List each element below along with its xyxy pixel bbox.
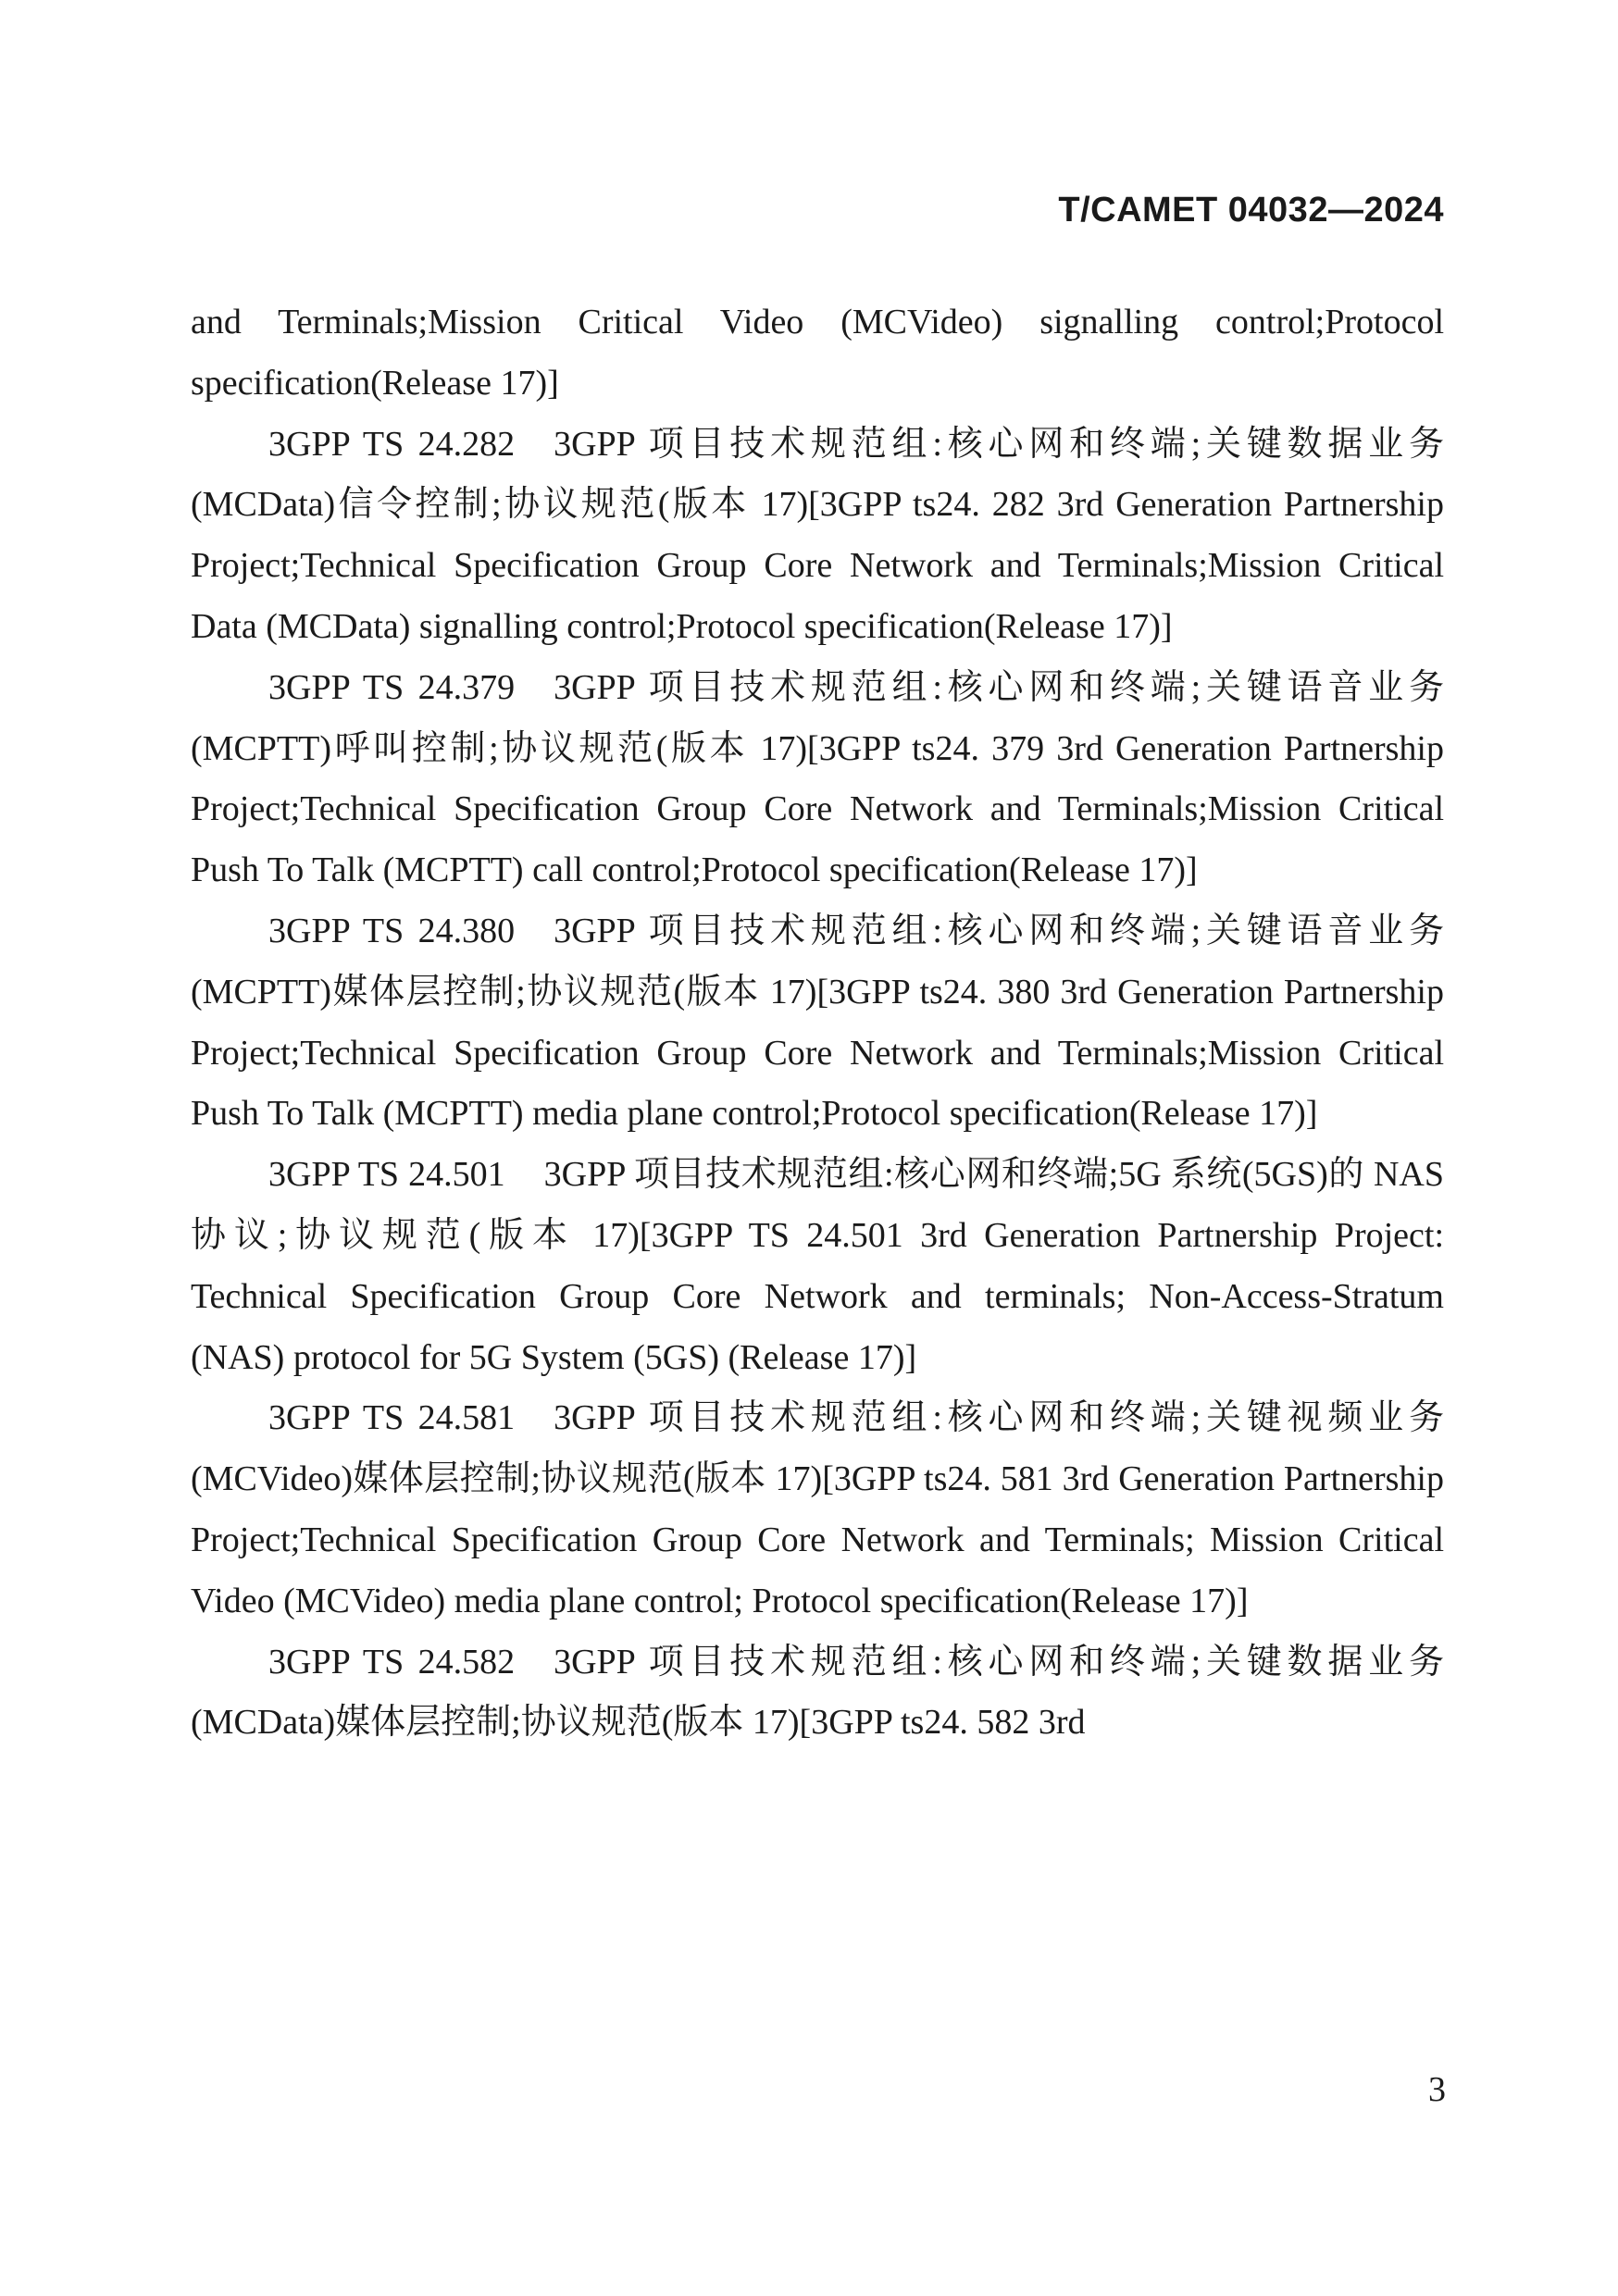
reference-number: 3GPP TS 24.379	[268, 667, 516, 707]
reference-number: 3GPP TS 24.581	[268, 1398, 516, 1438]
reference-entry-24-379	[191, 658, 1444, 901]
reference-text: 3GPP 项目技术规范组:核心网和终端;关键数据业务(MCData)媒体层控制;协议规范(版本 17)[3GPP ts24. 582 3rd	[191, 1642, 1444, 1743]
reference-text: 3GPP 项目技术规范组:核心网和终端;关键数据业务(MCData)信令控制;协议规范(版本 17)[3GPP ts24. 282 3rd Generation Partnership Project;Technical Specification Group Core Network and Terminals;Mission Critical Data (MCData) signalling control;Protocol specification(Release 17)]	[191, 424, 1444, 646]
reference-text: 3GPP 项目技术规范组:核心网和终端;关键视频业务(MCVideo)媒体层控制;协议规范(版本 17)[3GPP ts24. 581 3rd Generation Partnership Project;Technical Specification Group Core Network and Terminals; Mission Critical Video (MCVideo) media plane control; Protocol specification(Release 17)]	[191, 1398, 1444, 1620]
normative-references-text	[191, 292, 1444, 1754]
reference-text: 3GPP 项目技术规范组:核心网和终端;关键语音业务(MCPTT)媒体层控制;协议规范(版本 17)[3GPP ts24. 380 3rd Generation Partnership Project;Technical Specification Group Core Network and Terminals;Mission Critical Push To Talk (MCPTT) media plane control;Protocol specification(Release 17)]	[191, 911, 1444, 1134]
reference-number: 3GPP TS 24.582	[268, 1642, 516, 1682]
reference-entry-24-501	[191, 1145, 1444, 1388]
reference-text: 3GPP 项目技术规范组:核心网和终端;关键语音业务(MCPTT)呼叫控制;协议规范(版本 17)[3GPP ts24. 379 3rd Generation Partnership Project;Technical Specification Group Core Network and Terminals;Mission Critical Push To Talk (MCPTT) call control;Protocol specification(Release 17)]	[191, 667, 1444, 890]
reference-entry-24-282	[191, 415, 1444, 658]
reference-number: 3GPP TS 24.501	[268, 1155, 505, 1195]
page-number: 3	[1428, 2070, 1446, 2109]
document-code: T/CAMET 04032—2024	[1058, 191, 1444, 230]
continued-reference-text: and Terminals;Mission Critical Video (MCVideo) signalling control;Protocol specification(Release 17)]	[191, 303, 1444, 403]
reference-text: 3GPP 项目技术规范组:核心网和终端;5G 系统(5GS)的 NAS 协议;协议规范(版本 17)[3GPP TS 24.501 3rd Generation Partnership Project: Technical Specification Group Core Network and terminals; Non-Access-Stratum (NAS) protocol for 5G System (5GS) (Release 17)]	[191, 1155, 1444, 1377]
reference-entry-24-582	[191, 1632, 1444, 1755]
reference-number: 3GPP TS 24.282	[268, 424, 516, 464]
reference-entry-24-380	[191, 901, 1444, 1145]
reference-entry-24-581	[191, 1388, 1444, 1632]
reference-number: 3GPP TS 24.380	[268, 911, 516, 950]
